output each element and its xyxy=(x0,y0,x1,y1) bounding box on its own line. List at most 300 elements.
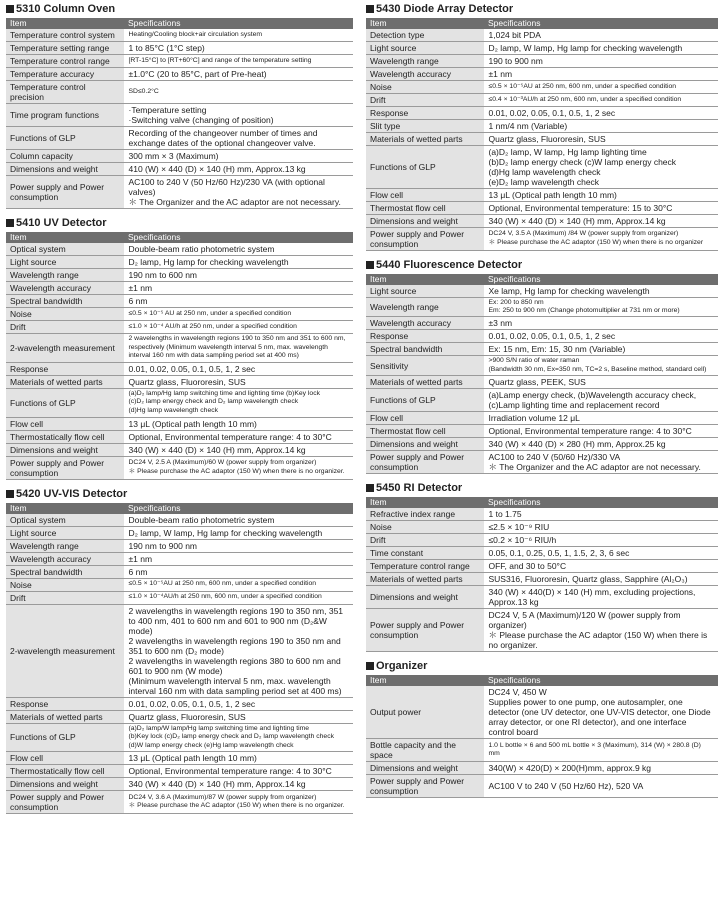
table-row xyxy=(366,189,718,202)
row-label: Dimensions and weight xyxy=(6,163,124,176)
row-value: (a)Lamp energy check, (b)Wavelength accuracy check, (c)Lamp lighting time and replacement record xyxy=(488,389,697,410)
row-value-cell xyxy=(124,295,353,308)
table-row xyxy=(6,526,353,539)
row-label: Flow cell xyxy=(366,189,484,202)
spec-table xyxy=(366,497,718,652)
row-value: Optional, Environmental temperature range: 4 to 30°C xyxy=(488,425,692,436)
row-label: Noise xyxy=(6,308,124,321)
row-value: D₂ lamp, W lamp, Hg lamp for checking wavelength xyxy=(128,527,323,538)
row-label: Dimensions and weight xyxy=(366,437,484,450)
header-item: Item xyxy=(366,18,484,29)
table-row xyxy=(6,578,353,591)
header-specs: Specifications xyxy=(124,18,353,29)
table-row xyxy=(366,42,718,55)
spec-table xyxy=(6,503,353,815)
square-bullet-icon xyxy=(6,5,14,13)
row-label: Power supply and Power consumption xyxy=(366,450,484,473)
row-value-cell xyxy=(124,256,353,269)
row-value-cell xyxy=(484,133,718,146)
spec-table xyxy=(366,675,718,798)
row-value: Optional, Environmental temperature range: 4 to 30°C xyxy=(128,766,332,777)
table-row xyxy=(366,411,718,424)
row-value: 1,024 bit PDA xyxy=(488,30,541,40)
row-value: 2 wavelengths in wavelength regions 190 to 350 nm, 351 to 400 nm, 401 to 600 nm and 601 to 900 nm (D₂&W mode) 2 wavelengths in wavelength regions 190 to 350 nm and 351 to 600 nm (D₂ mode) 2 wavelengths in wavelength regions 380 to 600 nm and 601 to 900 nm (W mode) (Minimum wavelength interval 5 nm, max. wavelength interval 160 nm with data sampling period set at 400 ms) xyxy=(128,605,344,696)
row-label: Light source xyxy=(6,526,124,539)
table-row xyxy=(366,317,718,330)
table-row xyxy=(366,761,718,774)
row-value: 340(W) × 420(D) × 200(H)mm, approx.9 kg xyxy=(488,762,652,773)
table-row xyxy=(6,430,353,443)
row-value-cell xyxy=(484,81,718,94)
row-value: 0.01, 0.02, 0.05, 0.1, 0.5, 1, 2 sec xyxy=(488,331,616,342)
row-label: Drift xyxy=(6,321,124,334)
row-value: ≤1.0 × 10⁻⁴ AU/h at 250 nm, under a specified condition xyxy=(128,322,297,330)
row-label: Materials of wetted parts xyxy=(366,375,484,388)
row-label: Optical system xyxy=(6,243,124,256)
table-header-row xyxy=(6,232,353,243)
square-bullet-icon xyxy=(6,219,14,227)
row-label: 2-wavelength measurement xyxy=(6,604,124,697)
row-value: 1 nm/4 nm (Variable) xyxy=(488,121,568,131)
table-row xyxy=(6,591,353,604)
row-value-cell xyxy=(124,388,353,417)
row-value: 6 nm xyxy=(128,566,148,577)
table-row xyxy=(6,778,353,791)
row-value-cell xyxy=(484,450,718,473)
row-value-cell xyxy=(124,723,353,752)
row-value: ±1 nm xyxy=(128,283,153,293)
row-value: >900 S/N ratio of water raman (Bandwidth 30 nm, Ex=350 nm, TC=2 s, Baseline method, standard cell) xyxy=(488,357,707,373)
header-item: Item xyxy=(366,274,484,285)
row-label: Thermostat flow cell xyxy=(366,424,484,437)
row-label: Power supply and Power consumption xyxy=(6,791,124,814)
row-value-cell xyxy=(484,202,718,215)
row-value: Quartz glass, Fluororesin, SUS xyxy=(488,134,606,144)
row-value: 1 to 1.75 xyxy=(488,508,522,519)
row-label: Wavelength accuracy xyxy=(6,282,124,295)
row-label: Dimensions and weight xyxy=(6,778,124,791)
row-value-cell xyxy=(124,127,353,150)
row-label: Power supply and Power consumption xyxy=(366,774,484,797)
table-row xyxy=(366,330,718,343)
row-value: AC100 V to 240 V (50 Hz/60 Hz), 520 VA xyxy=(488,780,644,791)
row-value: (a)D₂ lamp, W lamp, Hg lamp lighting time (b)D₂ lamp energy check (c)W lamp energy check (d)Hg lamp wavelength check (e)D₂ lamp wavelength check xyxy=(488,147,677,187)
table-row xyxy=(366,388,718,411)
table-row xyxy=(6,334,353,363)
table-row xyxy=(6,604,353,697)
row-value-cell xyxy=(124,321,353,334)
row-label: Flow cell xyxy=(6,417,124,430)
row-value-cell xyxy=(124,778,353,791)
row-value-cell xyxy=(124,55,353,68)
row-value-cell xyxy=(484,189,718,202)
table-row xyxy=(6,765,353,778)
row-label: Functions of GLP xyxy=(366,388,484,411)
table-row xyxy=(366,285,718,298)
row-value-cell xyxy=(484,388,718,411)
section-title-text: 5440 Fluorescence Detector xyxy=(376,259,523,271)
row-value-cell xyxy=(484,572,718,585)
table-row xyxy=(366,774,718,797)
row-value: 0.05, 0.1, 0.25, 0.5, 1, 1.5, 2, 3, 6 sec xyxy=(488,547,630,558)
row-value: Quartz glass, Fluororesin, SUS xyxy=(128,711,246,722)
row-value-cell xyxy=(124,243,353,256)
header-specs: Specifications xyxy=(484,675,718,686)
square-bullet-icon xyxy=(366,662,374,670)
table-row xyxy=(6,443,353,456)
table-row xyxy=(6,388,353,417)
section-title-text: 5420 UV-VIS Detector xyxy=(16,487,128,500)
row-value-cell xyxy=(124,752,353,765)
row-value: AC100 to 240 V (50 Hz/60 Hz)/230 VA (with optional valves) ＊ The Organizer and the AC adaptor are not necessary. xyxy=(128,177,341,207)
section-organizer xyxy=(366,659,718,798)
row-value-cell xyxy=(124,42,353,55)
table-row xyxy=(6,697,353,710)
row-value-cell xyxy=(124,578,353,591)
row-label: Temperature control range xyxy=(366,559,484,572)
row-value: Recording of the changeover number of times and exchange dates of the optional changeover valve. xyxy=(128,128,318,148)
table-row xyxy=(6,104,353,127)
row-label: Refractive index range xyxy=(366,508,484,521)
table-row xyxy=(6,150,353,163)
row-value: SD≤0.2°C xyxy=(128,87,159,95)
table-row xyxy=(6,163,353,176)
row-value: Xe lamp, Hg lamp for checking wavelength xyxy=(488,286,650,296)
table-row xyxy=(6,417,353,430)
row-value-cell xyxy=(484,774,718,797)
row-label: Functions of GLP xyxy=(6,127,124,150)
row-value-cell xyxy=(484,330,718,343)
row-label: Spectral bandwidth xyxy=(6,295,124,308)
row-value: ±1 nm xyxy=(488,69,513,79)
row-value: 190 to 900 nm xyxy=(488,56,543,66)
row-label: Spectral bandwidth xyxy=(6,565,124,578)
row-label: 2-wavelength measurement xyxy=(6,334,124,363)
table-row xyxy=(366,81,718,94)
table-row xyxy=(6,308,353,321)
row-value-cell xyxy=(484,608,718,651)
row-value-cell xyxy=(484,546,718,559)
header-specs: Specifications xyxy=(484,18,718,29)
table-row xyxy=(6,710,353,723)
table-row xyxy=(366,68,718,81)
row-value: ≤1.0 × 10⁻⁴AU/h at 250 nm, 600 nm, under a specified condition xyxy=(128,593,322,601)
row-value-cell xyxy=(124,282,353,295)
table-row xyxy=(6,295,353,308)
row-label: Functions of GLP xyxy=(6,388,124,417)
row-value: 410 (W) × 440 (D) × 140 (H) mm, Approx.13 kg xyxy=(128,164,306,174)
row-value-cell xyxy=(124,430,353,443)
row-value: ·Temperature setting ·Switching valve (changing of position) xyxy=(128,105,274,125)
row-value: Double-beam ratio photometric system xyxy=(128,514,275,525)
row-value-cell xyxy=(484,42,718,55)
row-label: Dimensions and weight xyxy=(366,215,484,228)
row-value-cell xyxy=(124,308,353,321)
row-label: Spectral bandwidth xyxy=(366,343,484,356)
row-label: Power supply and Power consumption xyxy=(6,176,124,209)
table-row xyxy=(6,127,353,150)
table-header-row xyxy=(366,497,718,508)
row-value-cell xyxy=(484,375,718,388)
table-row xyxy=(366,298,718,317)
row-value-cell xyxy=(484,317,718,330)
row-label: Detection type xyxy=(366,29,484,42)
table-row xyxy=(366,228,718,251)
table-row xyxy=(6,269,353,282)
row-value: 340 (W) × 440 (D) × 280 (H) mm, Approx.25 kg xyxy=(488,438,666,449)
row-label: Time program functions xyxy=(6,104,124,127)
table-row xyxy=(6,565,353,578)
table-row xyxy=(6,362,353,375)
header-item: Item xyxy=(366,675,484,686)
row-label: Time constant xyxy=(366,546,484,559)
table-row xyxy=(6,456,353,479)
table-row xyxy=(366,559,718,572)
row-label: Wavelength range xyxy=(6,269,124,282)
row-label: Noise xyxy=(366,81,484,94)
row-label: Temperature control system xyxy=(6,29,124,42)
row-label: Response xyxy=(366,107,484,120)
table-row xyxy=(366,202,718,215)
row-value: OFF, and 30 to 50°C xyxy=(488,560,567,571)
table-header-row xyxy=(6,503,353,514)
table-row xyxy=(366,572,718,585)
row-label: Drift xyxy=(366,533,484,546)
row-value: ≤0.2 × 10⁻⁶ RIU/h xyxy=(488,534,557,545)
table-row xyxy=(6,68,353,81)
header-item: Item xyxy=(6,18,124,29)
row-value-cell xyxy=(484,94,718,107)
row-label: Wavelength accuracy xyxy=(366,68,484,81)
table-row xyxy=(366,686,718,739)
table-row xyxy=(366,546,718,559)
row-label: Column capacity xyxy=(6,150,124,163)
row-label: Materials of wetted parts xyxy=(6,710,124,723)
row-value-cell xyxy=(484,285,718,298)
row-value: 1 to 85°C (1°C step) xyxy=(128,43,205,53)
row-value-cell xyxy=(124,81,353,104)
table-header-row xyxy=(366,18,718,29)
table-row xyxy=(366,508,718,521)
row-value: ≤0.5 × 10⁻⁵AU at 250 nm, 600 nm, under a specified condition xyxy=(488,82,677,90)
section-title xyxy=(366,2,718,16)
row-value: Optional, Environmental temperature range: 4 to 30°C xyxy=(128,431,332,442)
row-value: 190 nm to 900 nm xyxy=(128,540,198,551)
row-label: Materials of wetted parts xyxy=(6,375,124,388)
section-title xyxy=(366,258,718,272)
table-header-row xyxy=(366,274,718,285)
row-value-cell xyxy=(124,456,353,479)
table-row xyxy=(366,29,718,42)
table-row xyxy=(6,81,353,104)
header-specs: Specifications xyxy=(124,503,353,514)
table-row xyxy=(366,55,718,68)
row-value-cell xyxy=(124,150,353,163)
row-value-cell xyxy=(124,417,353,430)
row-value-cell xyxy=(484,411,718,424)
spec-table xyxy=(366,18,718,251)
table-row xyxy=(366,424,718,437)
table-row xyxy=(6,552,353,565)
section-5410-uv-detector xyxy=(6,216,353,480)
row-label: Wavelength accuracy xyxy=(6,552,124,565)
table-row xyxy=(366,120,718,133)
table-header-row xyxy=(366,675,718,686)
row-value: 13 μL (Optical path length 10 mm) xyxy=(488,190,617,200)
row-label: Functions of GLP xyxy=(6,723,124,752)
row-label: Power supply and Power consumption xyxy=(366,608,484,651)
section-5310-column-oven xyxy=(6,2,353,209)
row-value: Heating/Cooling block+air circulation system xyxy=(128,30,263,38)
row-value-cell xyxy=(124,565,353,578)
left-column xyxy=(6,2,353,821)
table-row xyxy=(6,375,353,388)
row-label: Materials of wetted parts xyxy=(366,572,484,585)
row-value-cell xyxy=(124,269,353,282)
row-value-cell xyxy=(124,68,353,81)
row-value: Irradiation volume 12 μL xyxy=(488,412,580,423)
row-label: Light source xyxy=(366,285,484,298)
row-value-cell xyxy=(484,298,718,317)
row-value: AC100 to 240 V (50/60 Hz)/330 VA ＊ The Organizer and the AC adaptor are not necessary. xyxy=(488,451,701,472)
row-value: DC24 V, 5 A (Maximum)/120 W (power supply from organizer) ＊ Please purchase the AC adaptor (150 W) when there is no organizer. xyxy=(488,609,708,650)
right-column xyxy=(366,2,718,805)
row-value-cell xyxy=(124,362,353,375)
square-bullet-icon xyxy=(366,261,374,269)
row-value-cell xyxy=(484,761,718,774)
spec-table xyxy=(6,232,353,480)
row-label: Thermostatically flow cell xyxy=(6,430,124,443)
row-value-cell xyxy=(124,104,353,127)
spec-table xyxy=(366,274,718,474)
table-row xyxy=(6,256,353,269)
section-5450-ri-detector xyxy=(366,481,718,652)
section-title xyxy=(6,2,353,16)
section-title-text: 5310 Column Oven xyxy=(16,3,116,15)
row-value-cell xyxy=(484,29,718,42)
table-row xyxy=(6,29,353,42)
row-label: Slit type xyxy=(366,120,484,133)
row-value: 13 μL (Optical path length 10 mm) xyxy=(128,418,257,429)
table-row xyxy=(366,738,718,761)
row-value: ≤0.5 × 10⁻⁵AU at 250 nm, 600 nm, under a specified condition xyxy=(128,580,317,588)
table-row xyxy=(6,176,353,209)
row-value-cell xyxy=(124,552,353,565)
table-row xyxy=(366,437,718,450)
row-value: 0.01, 0.02, 0.05, 0.1, 0.5, 1, 2 sec xyxy=(128,698,256,709)
table-row xyxy=(366,520,718,533)
header-item: Item xyxy=(6,232,124,243)
row-value-cell xyxy=(484,120,718,133)
row-label: Functions of GLP xyxy=(366,146,484,189)
row-value: D₂ lamp, W lamp, Hg lamp for checking wavelength xyxy=(488,43,683,53)
row-value-cell xyxy=(124,514,353,527)
row-value-cell xyxy=(124,765,353,778)
row-value: 340 (W) × 440 (D) × 140 (H) mm, Approx.14 kg xyxy=(488,216,666,226)
row-label: Sensitivity xyxy=(366,356,484,375)
table-row xyxy=(6,791,353,814)
row-value: 13 μL (Optical path length 10 mm) xyxy=(128,753,257,764)
row-value: 190 nm to 600 nm xyxy=(128,270,198,280)
row-value: Double-beam ratio photometric system xyxy=(128,244,275,254)
row-label: Power supply and Power consumption xyxy=(6,456,124,479)
row-label: Light source xyxy=(366,42,484,55)
row-label: Noise xyxy=(6,578,124,591)
row-value: Quartz glass, Fluororesin, SUS xyxy=(128,376,246,387)
row-value: D₂ lamp, Hg lamp for checking wavelength xyxy=(128,257,289,267)
row-value: 0.01, 0.02, 0.05, 0.1, 0.5, 1, 2 sec xyxy=(488,108,616,118)
header-item: Item xyxy=(366,497,484,508)
row-label: Drift xyxy=(6,591,124,604)
section-title xyxy=(6,487,353,501)
row-value: ±3 nm xyxy=(488,318,513,329)
row-label: Wavelength range xyxy=(366,298,484,317)
row-value: Ex: 15 nm, Em: 15, 30 nm (Variable) xyxy=(488,344,626,355)
row-value-cell xyxy=(124,591,353,604)
row-value: Optional, Environmental temperature: 15 to 30°C xyxy=(488,203,673,213)
row-label: Wavelength range xyxy=(366,55,484,68)
section-title-text: 5450 RI Detector xyxy=(376,481,463,494)
row-value-cell xyxy=(484,55,718,68)
row-value: SUS316, Fluororesin, Quartz glass, Sapphire (Al₂O₃) xyxy=(488,573,688,584)
spec-table xyxy=(6,18,353,209)
table-row xyxy=(366,533,718,546)
row-value-cell xyxy=(484,437,718,450)
row-value-cell xyxy=(484,228,718,251)
section-title xyxy=(366,659,718,673)
row-value: 0.01, 0.02, 0.05, 0.1, 0.5, 1, 2 sec xyxy=(128,363,256,374)
row-label: Temperature control range xyxy=(6,55,124,68)
header-specs: Specifications xyxy=(484,274,718,285)
row-value-cell xyxy=(484,520,718,533)
section-title-text: 5410 UV Detector xyxy=(16,217,107,229)
row-value: ±1 nm xyxy=(128,553,153,564)
row-value: [RT-15°C] to [RT+60°C] and range of the temperature setting xyxy=(128,56,312,64)
row-value-cell xyxy=(484,68,718,81)
row-value: DC24 V, 3.5 A (Maximum) /84 W (power supply from organizer) ＊ Please purchase the AC adaptor (150 W) when there is no organizer xyxy=(488,230,704,246)
table-row xyxy=(6,42,353,55)
table-row xyxy=(6,514,353,527)
square-bullet-icon xyxy=(366,484,374,492)
header-specs: Specifications xyxy=(124,232,353,243)
row-value-cell xyxy=(124,334,353,363)
row-value: ≤0.5 × 10⁻⁵ AU at 250 nm, under a specified condition xyxy=(128,309,292,317)
table-row xyxy=(366,107,718,120)
row-value: ≤0.4 × 10⁻³AU/h at 250 nm, 600 nm, under a specified condition xyxy=(488,95,682,103)
row-label: Optical system xyxy=(6,514,124,527)
section-title xyxy=(366,481,718,495)
row-value-cell xyxy=(484,738,718,761)
row-value: 340 (W) × 440 (D) × 140 (H) mm, Approx.14 kg xyxy=(128,779,306,790)
row-label: Flow cell xyxy=(6,752,124,765)
row-label: Temperature control precision xyxy=(6,81,124,104)
row-value-cell xyxy=(484,585,718,608)
section-5440-fluorescence-detector xyxy=(366,258,718,474)
table-row xyxy=(366,450,718,473)
row-value-cell xyxy=(124,604,353,697)
row-value-cell xyxy=(124,539,353,552)
table-row xyxy=(6,539,353,552)
row-label: Temperature accuracy xyxy=(6,68,124,81)
row-label: Materials of wetted parts xyxy=(366,133,484,146)
row-label: Thermostatically flow cell xyxy=(6,765,124,778)
row-value-cell xyxy=(124,176,353,209)
row-label: Power supply and Power consumption xyxy=(366,228,484,251)
table-row xyxy=(366,375,718,388)
row-value-cell xyxy=(484,356,718,375)
row-value-cell xyxy=(484,215,718,228)
row-label: Noise xyxy=(366,520,484,533)
